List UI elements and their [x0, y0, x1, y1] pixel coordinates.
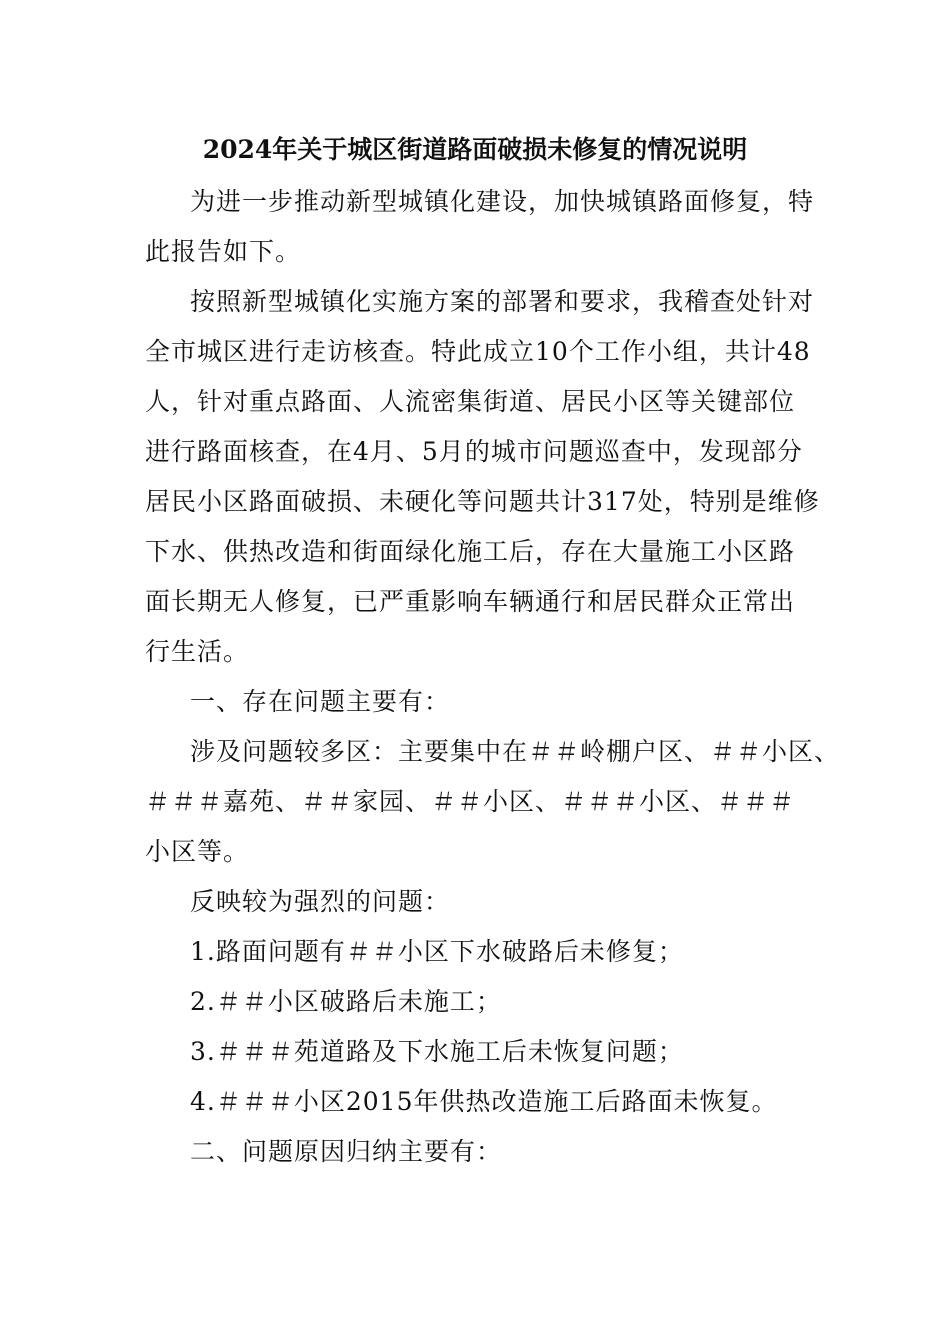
paragraph-line: 此报告如下。	[145, 237, 302, 266]
document-title: 2024年关于城区街道路面破损未修复的情况说明	[202, 135, 748, 164]
paragraph-line: 全市城区进行走访核查。特此成立10个工作小组，共计48	[145, 337, 811, 366]
section-heading: 二、问题原因归纳主要有：	[190, 1137, 503, 1166]
paragraph-line: 按照新型城镇化实施方案的部署和要求，我稽查处针对	[190, 287, 815, 316]
paragraph-line: 人，针对重点路面、人流密集街道、居民小区等关键部位	[145, 387, 796, 416]
list-item: 1.路面问题有＃＃小区下水破路后未修复；	[190, 937, 684, 966]
paragraph-line: 反映较为强烈的问题：	[190, 887, 451, 916]
paragraph-line: 进行路面核查，在4月、5月的城市问题巡查中，发现部分	[145, 437, 803, 466]
section-heading: 一、存在问题主要有：	[190, 687, 451, 716]
paragraph-line: 小区等。	[145, 837, 250, 866]
paragraph-line: 居民小区路面破损、未硬化等问题共计317处，特别是维修	[145, 487, 820, 516]
list-item: 2.＃＃小区破路后未施工；	[190, 987, 502, 1016]
paragraph-line: 下水、供热改造和街面绿化施工后，存在大量施工小区路	[145, 537, 796, 566]
paragraph-line: 行生活。	[145, 637, 250, 666]
paragraph-line: 为进一步推动新型城镇化建设，加快城镇路面修复，特	[190, 187, 815, 216]
paragraph-line: ＃＃＃嘉苑、＃＃家园、＃＃小区、＃＃＃小区、＃＃＃	[145, 787, 796, 816]
paragraph-line: 面长期无人修复，已严重影响车辆通行和居民群众正常出	[145, 587, 796, 616]
list-item: 4.＃＃＃小区2015年供热改造施工后路面未恢复。	[190, 1087, 778, 1116]
paragraph-line: 涉及问题较多区：主要集中在＃＃岭棚户区、＃＃小区、	[190, 737, 841, 766]
list-item: 3.＃＃＃苑道路及下水施工后未恢复问题；	[190, 1037, 684, 1066]
